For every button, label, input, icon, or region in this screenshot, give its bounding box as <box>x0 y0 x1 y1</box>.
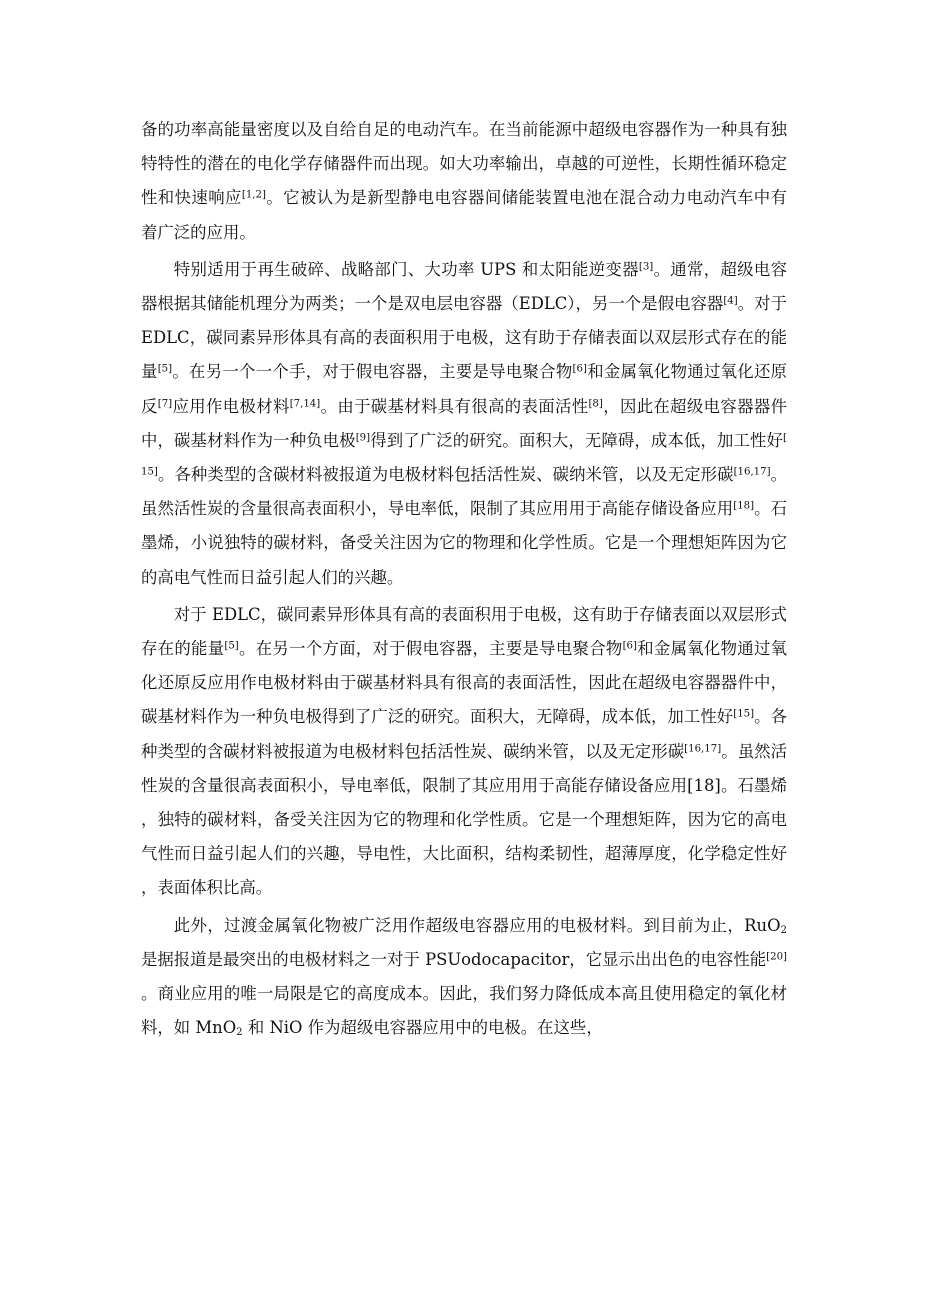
paragraph-text: 和金属氧化物通过氧化还原反 <box>141 362 788 416</box>
citation-superscript: [7,14] <box>289 398 321 410</box>
citation-superscript: [16,17] <box>733 466 771 478</box>
citation-superscript: [5] <box>224 640 239 652</box>
paragraph-text: 对于 EDLC，碳同素异形体具有高的表面积用于电极，这有助于存储表面以双层形式存在的能量 <box>141 604 787 659</box>
chemical-subscript: 2 <box>780 924 787 936</box>
paragraph <box>141 253 787 595</box>
citation-superscript: [15] <box>733 708 755 720</box>
paragraph-text: 应用作电极材料 <box>172 396 290 416</box>
paragraph <box>141 909 787 1046</box>
paragraph-text: 。各种类型的含碳材料被报道为电极材料包括活性炭、碳纳米管，以及无定形碳 <box>141 707 788 761</box>
paragraph-text: 得到了广泛的研究。面积大，无障碍，成本低，加工性好 <box>370 430 784 450</box>
citation-superscript: [20] <box>766 951 787 963</box>
citation-superscript: [9] <box>355 432 371 444</box>
citation-superscript: [1,2] <box>241 189 266 201</box>
paragraph-text: 。各种类型的含碳材料被报道为电极材料包括活性炭、碳纳米管，以及无定形碳 <box>157 465 734 485</box>
paragraph-text: 。通常，超级电容器根据其储能机理分为两类；一个是双电层电容器（EDLC），另一个是假电容器 <box>141 259 788 314</box>
citation-superscript: [8] <box>588 398 603 410</box>
paragraph-text: 。石墨烯，小说独特的碳材料，备受关注因为它的物理和化学性质。它是一个理想矩阵因为它的高电气性而日益引起人们的兴趣。 <box>141 499 788 587</box>
citation-superscript: [16,17] <box>684 743 722 755</box>
citation-superscript: [6] <box>572 363 587 375</box>
citation-superscript: [5] <box>157 363 173 375</box>
paragraph-text: 。在另一个一个手，对于假电容器，主要是导电聚合物 <box>172 362 573 382</box>
paragraph-text: 。在另一个方面，对于假电容器，主要是导电聚合物 <box>238 639 623 659</box>
paragraph-text: 是据报道是最突出的电极材料之一对于 PSUodocapacitor，它显示出出色的电容性能 <box>141 949 767 969</box>
paragraph-text: ，因此在超级电容器器件中，碳基材料作为一种负电极 <box>141 396 788 450</box>
citation-superscript: [6] <box>622 640 637 652</box>
paragraph-text: 。它被认为是新型静电电容器间储能装置电池在混合动力电动汽车中有着广泛的应用。 <box>141 188 788 242</box>
paragraph-text: 备的功率高能量密度以及自给自足的电动汽车。在当前能源中超级电容器作为一种具有独特特性的潜在的电化学存储器件而出现。如大功率输出，卓越的可逆性，长期性循环稳定性和快速响应 <box>141 120 787 208</box>
citation-superscript: [18] <box>733 500 755 512</box>
citation-superscript: [4] <box>723 295 738 307</box>
paragraph-text: 和金属氧化物通过氧化还原反应用作电极材料由于碳基材料具有很高的表面活性，因此在超级电容器器件中，碳基材料作为一种负电极得到了广泛的研究。面积大，无障碍，成本低，加工性好 <box>141 639 788 727</box>
paragraph-text: 。商业应用的唯一局限是它的高度成本。因此，我们努力降低成本高且使用稳定的氧化材料，如 MnO <box>141 984 787 1038</box>
paragraph <box>141 113 787 250</box>
paragraph-text: 和 NiO 作为超级电容器应用中的电极。在这些， <box>242 1018 603 1038</box>
citation-superscript: [7] <box>157 398 173 410</box>
body-text <box>141 113 787 1048</box>
chemical-subscript: 2 <box>236 1027 243 1039</box>
paragraph-text: 。虽然活性炭的含量很高表面积小，导电率低，限制了其应用用于高能存储设备应用[18]。石墨烯，独特的碳材料，备受关注因为它的物理和化学性质。它是一个理想矩阵，因为它的高电气性而日益引起人们的兴趣，导电性，大比面积，结构柔韧性，超薄厚度，化学稳定性好，表面体积比高。 <box>141 741 788 898</box>
paragraph-text: 。对于 EDLC，碳同素异形体具有高的表面积用于电极，这有助于存储表面以双层形式存在的能量 <box>141 294 787 382</box>
paragraph-text: 。由于碳基材料具有很高的表面活性 <box>320 396 589 416</box>
citation-superscript: [3] <box>638 261 654 273</box>
paragraph-text: 。虽然活性炭的含量很高表面积小，导电率低，限制了其应用用于高能存储设备应用 <box>141 465 788 519</box>
paragraph-text: 特别适用于再生破碎、战略部门、大功率 UPS 和太阳能逆变器 <box>173 259 639 279</box>
paragraph <box>141 598 787 906</box>
citation-superscript: [15] <box>141 432 788 478</box>
paragraph-text: 此外，过渡金属氧化物被广泛用作超级电容器应用的电极材料。到目前为止，RuO <box>173 915 781 935</box>
